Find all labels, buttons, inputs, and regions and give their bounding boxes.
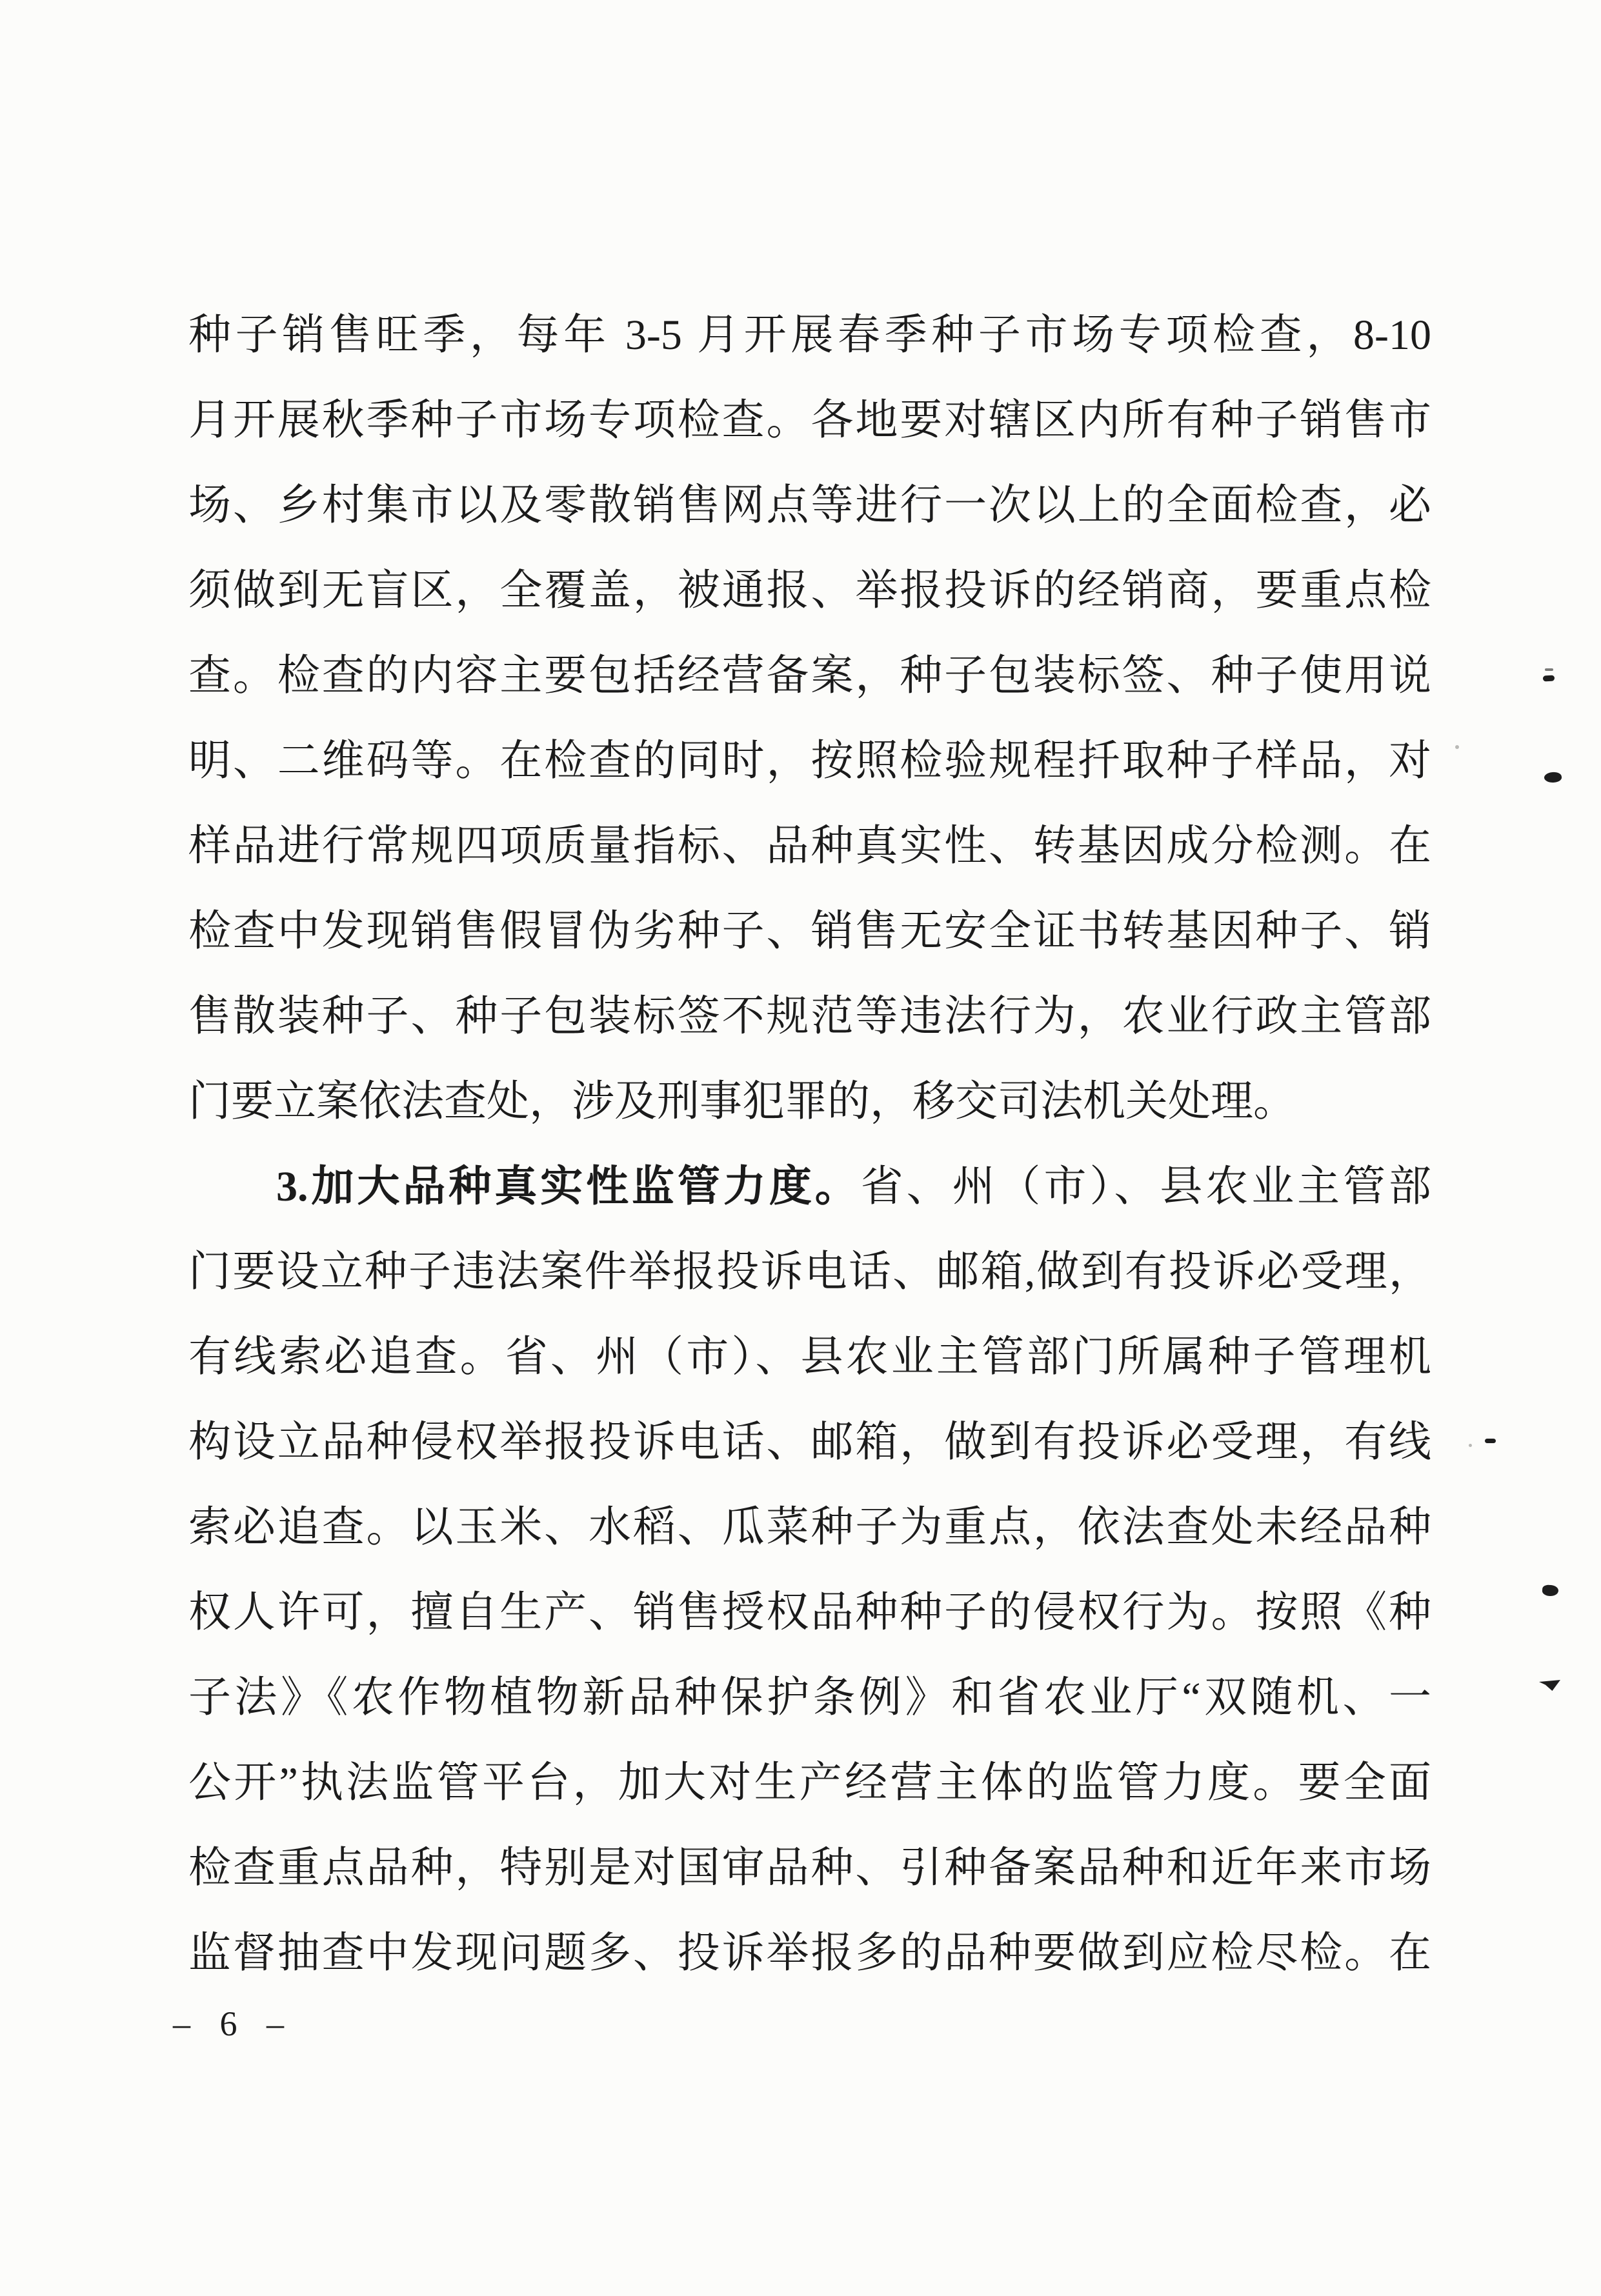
text-line-1: 种子销售旺季，每年 3-5 月开展春季种子市场专项检查，8-10 xyxy=(188,312,1431,359)
text-line-8: 检查中发现销售假冒伪劣种子、销售无安全证书转基因种子、销 xyxy=(188,908,1431,955)
text-line-5: 查。检查的内容主要包括经营备案，种子包装标签、种子使用说 xyxy=(188,652,1431,699)
text-line-20: 监督抽查中发现问题多、投诉举报多的品种要做到应检尽检。在 xyxy=(188,1930,1431,1977)
text-line-14: 构设立品种侵权举报投诉电话、邮箱，做到有投诉必受理，有线 xyxy=(188,1419,1431,1466)
text-line-12: 门要设立种子违法案件举报投诉电话、邮箱,做到有投诉必受理， xyxy=(188,1248,1431,1295)
scan-artifact-blob-2 xyxy=(1544,772,1562,784)
text-line-6: 明、二维码等。在检查的同时，按照检验规程扦取种子样品，对 xyxy=(188,737,1431,784)
scan-artifact-dash-3 xyxy=(1485,1439,1496,1443)
paragraph-body-text: 省、州（市）、县农业主管部 xyxy=(860,1163,1432,1210)
text-line-7: 样品进行常规四项质量指标、品种真实性、转基因成分检测。在 xyxy=(188,823,1431,870)
text-line-16: 权人许可，擅自生产、销售授权品种种子的侵权行为。按照《种 xyxy=(188,1589,1431,1636)
text-line-15: 索必追查。以玉米、水稻、瓜菜种子为重点，依法查处未经品种 xyxy=(188,1504,1431,1551)
scan-speck-2 xyxy=(1469,1444,1472,1447)
text-line-4: 须做到无盲区，全覆盖，被通报、举报投诉的经销商，要重点检 xyxy=(188,567,1431,614)
scan-artifact-wedge-5 xyxy=(1539,1680,1560,1691)
text-line-17: 子法》《农作物植物新品种保护条例》和省农业厅“双随机、一 xyxy=(188,1674,1431,1721)
text-line-3: 场、乡村集市以及零散销售网点等进行一次以上的全面检查，必 xyxy=(188,482,1431,529)
scan-artifact-dash-1b xyxy=(1545,668,1553,671)
text-line-9: 售散装种子、种子包装标签不规范等违法行为，农业行政主管部 xyxy=(188,993,1431,1040)
text-line-19: 检查重点品种，特别是对国审品种、引种备案品种和近年来市场 xyxy=(188,1844,1431,1892)
paragraph-heading-bold-text: 3.加大品种真实性监管力度。 xyxy=(276,1163,861,1210)
text-line-2: 月开展秋季种子市场专项检查。各地要对辖区内所有种子销售市 xyxy=(188,397,1431,444)
scan-speck-1 xyxy=(1455,745,1459,749)
text-line-10: 门要立案依法查处，涉及刑事犯罪的，移交司法机关处理。 xyxy=(188,1078,1296,1125)
text-line-11-paragraph-heading xyxy=(188,1163,1431,1235)
page-number: – 6 – xyxy=(173,2004,294,2043)
scan-artifact-blob-4 xyxy=(1542,1584,1558,1597)
scan-artifact-dash-1 xyxy=(1543,675,1555,682)
text-line-13: 有线索必追查。省、州（市）、县农业主管部门所属种子管理机 xyxy=(188,1333,1431,1381)
text-line-18: 公开”执法监管平台，加大对生产经营主体的监管力度。要全面 xyxy=(188,1759,1431,1806)
